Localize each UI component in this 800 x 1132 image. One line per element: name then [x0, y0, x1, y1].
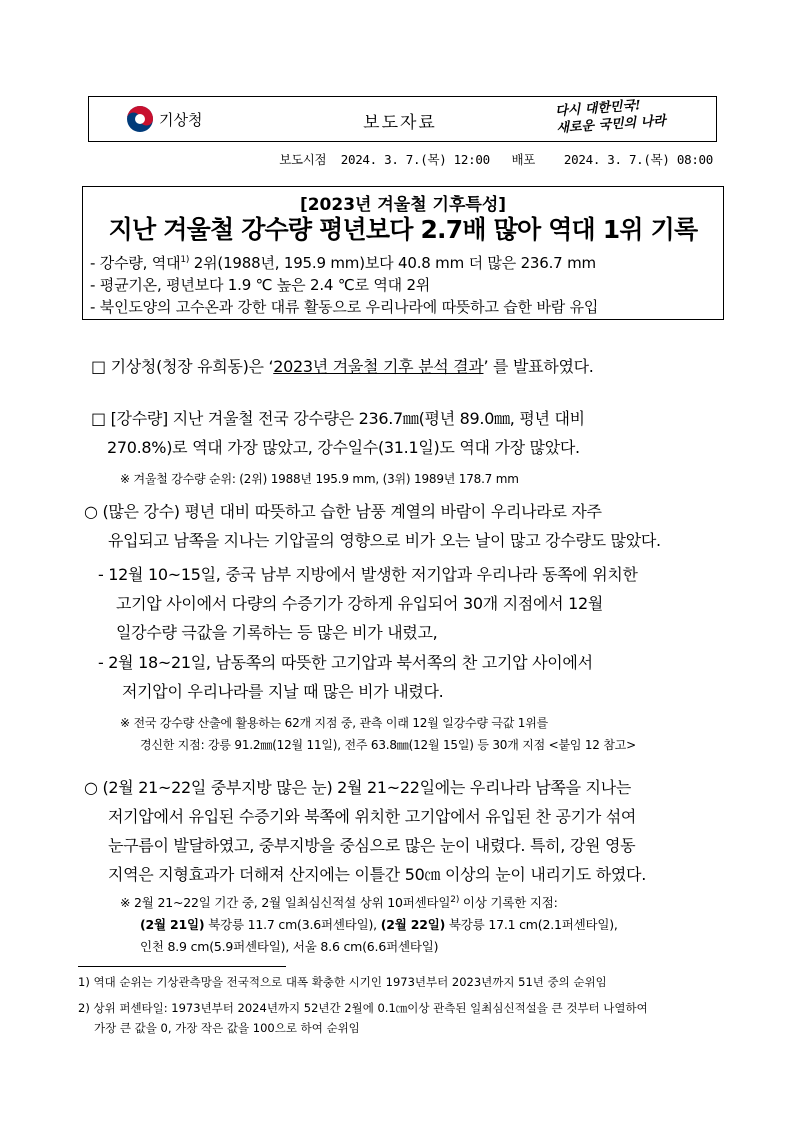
- text-line: 유입되고 남쪽을 지나는 기압골의 영향으로 비가 오는 날이 많고 강수량도 많았다.: [108, 531, 661, 550]
- slogan-line-1: 다시 대한민국!: [554, 98, 642, 120]
- text-line: 지역은 지형효과가 더해져 산지에는 이틀간 50㎝ 이상의 눈이 내리기도 하였다.: [108, 865, 647, 884]
- text: ’ 를 발표하였다.: [483, 357, 594, 376]
- summary-bullet-2: - 평균기온, 평년보다 1.9 ℃ 높은 2.4 ℃로 역대 2위: [90, 276, 431, 294]
- text-line: 2) 상위 퍼센타일: 1973년부터 2024년까지 52년간 2월에 0.1㎝이상 관측된 일최심신적설을 큰 것부터 나열하여: [78, 1001, 648, 1015]
- note-snow-stations: [120, 889, 618, 958]
- footnote-divider: [78, 966, 286, 967]
- slogan-line-2: 새로운 국민의 나라: [555, 113, 667, 137]
- bullet-text: - 강수량, 역대: [90, 254, 181, 272]
- footnote-ref: 2): [450, 895, 460, 905]
- text-line: 경신한 지점: 강릉 91.2㎜(12월 11일), 전주 63.8㎜(12월 15일) 등 30개 지점 <붙임 12 참고>: [140, 738, 636, 752]
- org-name: 기상청: [159, 111, 203, 129]
- footnote-2: [78, 998, 648, 1038]
- paragraph-precip-line-2: 270.8%)로 역대 가장 많았고, 강수일수(31.1일)도 역대 가장 많았다.: [107, 438, 580, 457]
- date-label: (2월 21일): [140, 917, 205, 933]
- paragraph-announcement: [91, 352, 731, 381]
- text-line: - 2월 18~21일, 남동쪽의 따뜻한 고기압과 북서쪽의 찬 고기압 사이에서: [98, 653, 593, 672]
- page-title: 지난 겨울철 강수량 평년보다 2.7배 많아 역대 1위 기록: [108, 215, 698, 244]
- text: □ 기상청(청장 유희동)은 ‘: [91, 357, 274, 376]
- text: 북강릉 17.1 cm(2.1퍼센타일),: [445, 917, 618, 933]
- doc-type-label: 보도자료: [363, 113, 437, 133]
- paragraph-heavy-snow: [84, 773, 744, 889]
- note-record-stations: [120, 712, 636, 756]
- date-label: (2월 22일): [380, 917, 446, 933]
- text-line: 저기압에서 유입된 수증기와 북쪽에 위치한 고기압에서 유입된 찬 공기가 섞여: [108, 807, 637, 826]
- underlined-text: 2023년 겨울철 기후 분석 결과: [273, 357, 484, 376]
- text-line: ※ 전국 강수량 산출에 활용하는 62개 지점 중, 관측 이래 12월 일강수량 극값 1위를: [120, 716, 549, 730]
- text-line: [120, 914, 618, 936]
- summary-bullet-3: - 북인도양의 고수온과 강한 대류 활동으로 우리나라에 따뜻하고 습한 바람 유입: [90, 298, 599, 316]
- bullet-text: 2위(1988년, 195.9 mm)보다 40.8 mm 더 많은 236.7 mm: [189, 254, 596, 272]
- text-line: - 12월 10~15일, 중국 남부 지방에서 발생한 저기압과 우리나라 동쪽에 위치한: [98, 565, 638, 584]
- text-line: 일강수량 극값을 기록하는 등 많은 비가 내렸고,: [116, 623, 438, 642]
- footnote-1: 1) 역대 순위는 기상관측망을 전국적으로 대폭 확충한 시기인 1973년부터 2023년까지 51년 중의 순위임: [78, 975, 607, 989]
- subtitle: [2023년 겨울철 기후특성]: [299, 195, 507, 215]
- dash-item-february: [98, 648, 738, 706]
- text-line: 인천 8.9 cm(5.9퍼센타일), 서울 8.6 cm(6.6퍼센타일): [140, 939, 439, 955]
- text: 북강릉 11.7 cm(3.6퍼센타일),: [204, 917, 381, 933]
- footnote-ref: 1): [180, 255, 190, 265]
- paragraph-heavy-rain: [84, 497, 744, 555]
- text-line: 저기압이 우리나라를 지날 때 많은 비가 내렸다.: [122, 682, 444, 701]
- summary-bullet-1: [90, 252, 596, 273]
- text-line: 눈구름이 발달하였고, 중부지방을 중심으로 많은 눈이 내렸다. 특히, 강원 영동: [108, 836, 636, 855]
- text: 이상 기록한 지점:: [459, 895, 558, 911]
- text-line: ○ (많은 강수) 평년 대비 따뜻하고 습한 남풍 계열의 바람이 우리나라로 자주: [84, 502, 602, 521]
- note-precip-rank: ※ 겨울철 강수량 순위: (2위) 1988년 195.9 mm, (3위) 1989년 178.7 mm: [120, 472, 519, 486]
- dash-item-december: [98, 560, 738, 647]
- text-line: [120, 889, 618, 914]
- paragraph-precip-line-1: □ [강수량] 지난 겨울철 전국 강수량은 236.7㎜(평년 89.0㎜, 평년 대비: [91, 409, 585, 428]
- text-line: 고기압 사이에서 다량의 수증기가 강하게 유입되어 30개 지점에서 12월: [116, 594, 604, 613]
- text-line: 가장 큰 값을 0, 가장 작은 값을 100으로 하여 순위임: [94, 1021, 360, 1035]
- release-info: 보도시점 2024. 3. 7.(목) 12:00 배포 2024. 3. 7.(목) 08:00: [279, 152, 713, 167]
- text: ※ 2월 21~22일 기간 중, 2월 일최심신적설 상위 10퍼센타일: [120, 895, 451, 911]
- text-line: ○ (2월 21~22일 중부지방 많은 눈) 2월 21~22일에는 우리나라 남쪽을 지나는: [84, 778, 632, 797]
